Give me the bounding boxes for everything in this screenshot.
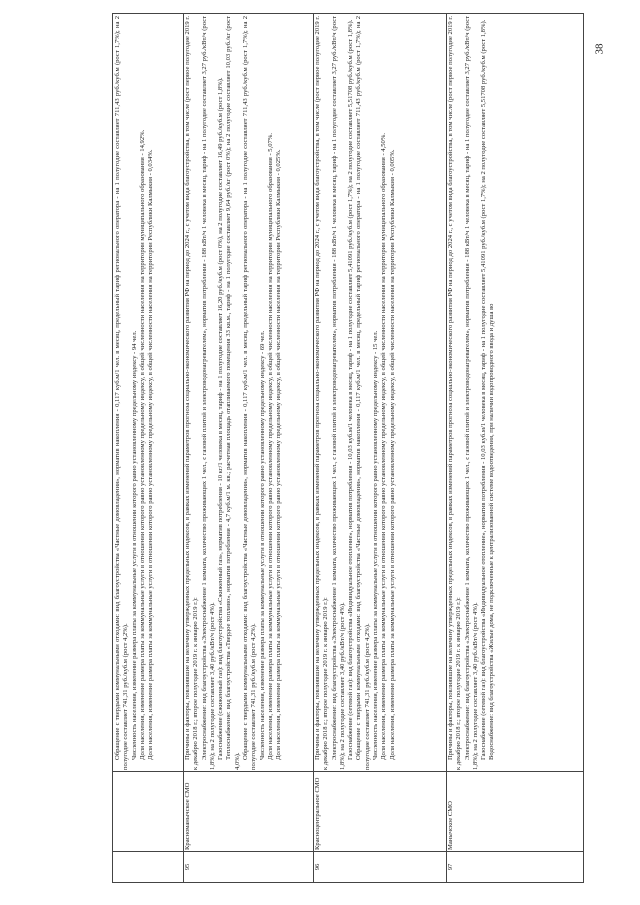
paragraph: Причины и факторы, повлиявшие на величину утвержденных предельных индексов, в рамках изменений параметров прогноза социально-экономического развития РФ на период до 2024 г., с учетом вида благоустройства, в том числе (рост первое полугодие 2019 г. к декабрю 2018 г.; второе полугодие 2019 г. к январю 2019 г.): <box>314 16 330 770</box>
paragraph: Газоснабжение (сетевой газ): вид благоустройства «Индивидуальное отопление», норматив потребления - 10,03 куб.м/1 человека в месяц, тариф - на 1 полугодие составляет 5,41091 руб./куб.м (рост 1,7%); на 2 полугодие составляет 5,51708 руб./куб.м (рост 1,8%). <box>347 19 355 760</box>
page-number: 38 <box>593 43 606 55</box>
row-number: 95 <box>184 863 191 871</box>
paragraph: Численность населения, изменение размера платы за коммунальные услуги в отношении которого равно установленному предельному индексу - 69 чел. <box>258 330 266 760</box>
paragraph: Доля населения, изменение размера платы за коммунальные услуги в отношении которого равно установленному предельному индексу, в общей численности населения на территории муниципального образования - 14,92%. <box>138 129 146 760</box>
paragraph: Обращение с твердыми коммунальными отходами: вид благоустройства «Частные домовладения», норматив накопления - 0,117 куб.м/1 чел. в месяц, предельный тариф регионального оператора - на 1 полугодие составляет 711,43 руб./куб.м (рост 1,7%); на 2 полугодие составляет 741,31 руб./куб.м (рост 4,2%). <box>242 16 258 770</box>
row-number <box>113 852 183 882</box>
paragraph: Электроснабжение: вид благоустройства «Электроснабжение 1 комната, количество проживающих 1 чел., с газовой плитой и электроводонагревателем», норматив потребления - 188 кВт/ч 1 человека в месяц, тариф - на 1 полугодие составляет 3,27 руб./кВт/ч (рост 1,8%); на 2 полугодие составляет 3,40 руб./кВт/ч (рост 4%). <box>330 16 346 770</box>
row-description-continued <box>113 14 183 772</box>
row-number: 97 <box>447 863 454 871</box>
paragraph: Обращение с твердыми коммунальными отходами: вид благоустройства «Частные домовладения», норматив накопления - 0,117 куб.м/1 чел. в месяц, предельный тариф регионального оператора - на 1 полугодие составляет 711,43 руб./куб.м (рост 1,7%); на 2 полугодие составляет 741,31 руб./куб.м (рост 4,2%). <box>355 16 371 770</box>
municipality-name: Красноцентральное СМО <box>314 777 321 850</box>
paragraph: Газоснабжение (сетевой газ): вид благоустройства «Индивидуальное отопление», норматив потребления - 10,03 куб.м/1 человека в месяц, тариф - на 1 полугодие составляет 5,41091 руб./куб.м (рост 1,7%); на 2 полугодие составляет 5,51708 руб./куб.м (рост 1,8%). <box>480 19 488 760</box>
tariff-table <box>112 13 584 883</box>
paragraph: Доля населения, изменение размера платы за коммунальные услуги в отношении которого равно установленному предельному индексу, в общей численности населения на территории муниципального образования - 4,50%. <box>380 133 388 760</box>
paragraph: Доля населения, изменение размера платы за коммунальные услуги в отношении которого равно установленному предельному индексу, в общей численности населения на территории муниципального образования - 5,07%. <box>266 133 274 760</box>
municipality-name: Манычское СМО <box>447 801 454 850</box>
paragraph: Обращение с твердыми коммунальными отходами: вид благоустройства «Частные домовладения», норматив накопления - 0,117 куб.м/1 чел. в месяц, предельный тариф регионального оператора - на 1 полугодие составляет 711,43 руб./куб.м (рост 1,7%); на 2 полугодие составляет 741,31 руб./куб.м (рост 4,2%). <box>114 16 130 770</box>
municipality-name <box>113 772 183 852</box>
paragraph: Газоснабжение (сжиженный газ): вид благоустройства «Сжиженный газ», норматив потребления - 10 кг/1 человека в месяц, тариф - на 1 полугодие составляет 16,20 руб./куб.м (рост 0%), на 2 полугодие составляет 16,49 руб./куб.м (рост 1,8%). <box>217 77 225 760</box>
paragraph: Доля населения, изменение размера платы за коммунальные услуги в отношении которого равно установленному предельному индексу, в общей численности населения на территории Республики Калмыкия - 0,005%. <box>388 149 396 760</box>
paragraph: Численность населения, изменение размера платы за коммунальные услуги в отношении которого равно установленному предельному индексу - 94 чел. <box>130 330 138 760</box>
paragraph: Теплоснабжение: вид благоустройства «Твердое топливо», норматив потребления - 4,7 куб.м/1 м. кв.; расчетная площадь отапливаемого помещения 33 кв.м., тариф - на 1 полугодие составляет 9,64 руб./кг (рост 0%); на 2 полугодие составляет 10,03 руб./кг (рост 4,0%). <box>225 16 241 770</box>
paragraph: Причины и факторы, повлиявшие на величину утвержденных предельных индексов, в рамках изменений параметров прогноза социально-экономического развития РФ на период до 2024 г., с учетом вида благоустройства, в том числе (рост первое полугодие 2019 г. к декабрю 2018 г.; второе полугодие 2019 г. к январю 2019 г.): <box>447 16 463 770</box>
row-number: 96 <box>314 863 321 871</box>
row-description <box>183 14 313 772</box>
paragraph: Доля населения, изменение размера платы за коммунальные услуги в отношении которого равно установленному предельному индексу, в общей численности населения на территории Республики Калмыкия - 0,034%. <box>147 149 155 760</box>
paragraph: Водоснабжение: вид благоустройства «Жилые дома, не подключенные к централизованной системе водоотведения, при наличии водопроводного ввода и душа во <box>488 303 496 760</box>
paragraph: Электроснабжение: вид благоустройства «Электроснабжение 1 комната, количество проживающих 1 чел., с газовой плитой и электроводонагревателем», норматив потребления - 188 кВт/ч 1 человека в месяц, тариф - на 1 полугодие составляет 3,27 руб./кВт/ч (рост 1,8%); на 2 полугодие составляет 3,40 руб./кВт/ч (рост 4%). <box>463 16 479 770</box>
row-description <box>313 14 446 772</box>
row-description <box>446 14 583 772</box>
paragraph: Доля населения, изменение размера платы за коммунальные услуги в отношении которого равно установленному предельному индексу, в общей численности населения на территории Республики Калмыкия - 0,025%. <box>275 149 283 760</box>
paragraph: Численность населения, изменение размера платы за коммунальные услуги в отношении которого равно установленному предельному индексу - 15 чел. <box>372 330 380 760</box>
paragraph: Электроснабжение: вид благоустройства «Электроснабжение 1 комната, количество проживающих 1 чел., с газовой плитой и электроводонагревателем», норматив потребления - 188 кВт/ч 1 человека в месяц, тариф - на 1 полугодие составляет 3,27 руб./кВт/ч (рост 1,8%); на 2 полугодие составляет 3,40 руб./кВт/ч (рост 4%). <box>200 16 216 770</box>
municipality-name: Красноманычское СМО <box>184 782 191 850</box>
paragraph: Причины и факторы, повлиявшие на величину утвержденных предельных индексов, в рамках изменений параметров прогноза социально-экономического развития РФ на период до 2024 г., с учетом вида благоустройства, в том числе (рост первое полугодие 2019 г. к декабрю 2018 г.; второе полугодие 2019 г. к январю 2019 г.): <box>184 16 200 770</box>
